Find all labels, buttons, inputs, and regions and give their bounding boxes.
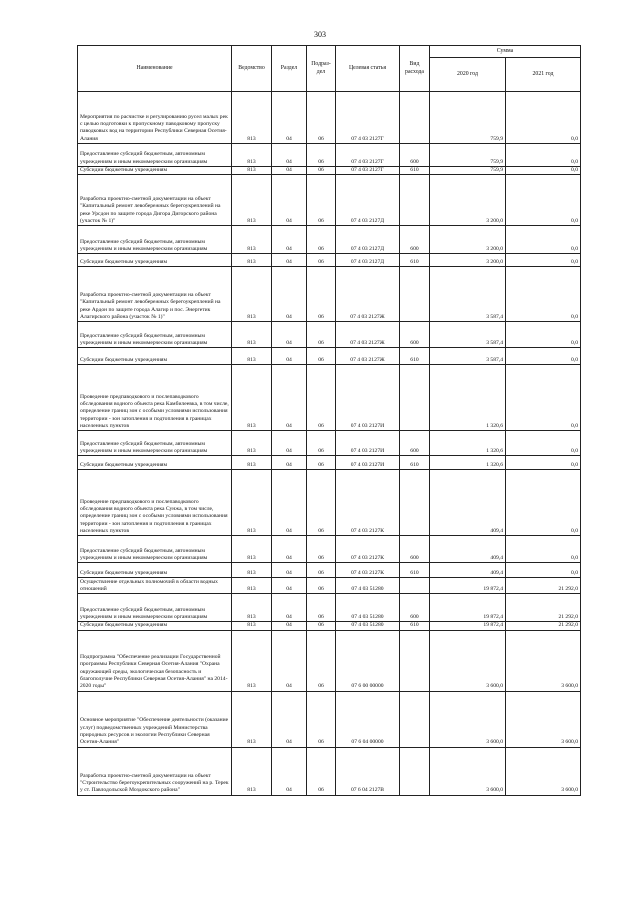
cell-expense-type <box>400 175 430 226</box>
table-row <box>78 175 581 226</box>
cell-target-article: 07 4 03 51280 <box>336 578 400 594</box>
table-row <box>78 630 581 691</box>
cell-expense-type: 610 <box>400 563 430 578</box>
cell-department: 813 <box>232 254 272 267</box>
table-row <box>78 747 581 795</box>
cell-sum-2021: 0,0 <box>506 348 581 365</box>
cell-sum-2021: 0,0 <box>506 536 581 563</box>
cell-target-article: 07 4 03 2127Г <box>336 92 400 144</box>
cell-expense-type: 600 <box>400 431 430 456</box>
table-row <box>78 563 581 578</box>
header-name: Наименование <box>78 46 232 92</box>
page-number: 303 <box>314 30 326 39</box>
cell-name: Предоставление субсидий бюджетным, автономным учреждениям и иным некоммерческим организациям <box>78 322 232 348</box>
cell-subsection: 06 <box>307 348 336 365</box>
cell-subsection: 06 <box>307 144 336 167</box>
cell-section: 04 <box>272 456 307 470</box>
cell-subsection: 06 <box>307 456 336 470</box>
cell-name: Субсидии бюджетным учреждениям <box>78 348 232 365</box>
cell-expense-type: 600 <box>400 144 430 167</box>
cell-target-article: 07 4 03 2127И <box>336 365 400 431</box>
cell-sum-2020: 1 320,6 <box>430 456 506 470</box>
cell-subsection: 06 <box>307 594 336 622</box>
cell-sum-2020: 19 872,4 <box>430 594 506 622</box>
cell-department: 813 <box>232 322 272 348</box>
cell-subsection: 06 <box>307 622 336 630</box>
cell-subsection: 06 <box>307 267 336 322</box>
cell-section: 04 <box>272 144 307 167</box>
cell-department: 813 <box>232 630 272 691</box>
cell-expense-type <box>400 365 430 431</box>
cell-expense-type <box>400 92 430 144</box>
cell-sum-2020: 19 872,4 <box>430 578 506 594</box>
cell-target-article: 07 4 03 2127Д <box>336 175 400 226</box>
cell-target-article: 07 4 03 2127Д <box>336 226 400 254</box>
cell-target-article: 07 4 03 2127Ж <box>336 322 400 348</box>
cell-section: 04 <box>272 267 307 322</box>
cell-expense-type: 610 <box>400 622 430 630</box>
cell-name: Проведение предпаводкового и послепаводкового обследования водного объекта река Камбилеевка, в том числе, определение границ зон с особыми условиями использования территории - зон затопления и подтопления в границах населенных пунктов <box>78 365 232 431</box>
table-row <box>78 431 581 456</box>
cell-sum-2020: 3 600,0 <box>430 630 506 691</box>
cell-sum-2021: 0,0 <box>506 563 581 578</box>
cell-sum-2021: 0,0 <box>506 167 581 175</box>
table-row <box>78 254 581 267</box>
cell-name: Предоставление субсидий бюджетным, автономным учреждениям и иным некоммерческим организациям <box>78 226 232 254</box>
cell-name: Субсидии бюджетным учреждениям <box>78 563 232 578</box>
header-section: Раздел <box>272 46 307 92</box>
cell-department: 813 <box>232 747 272 795</box>
cell-section: 04 <box>272 691 307 747</box>
cell-expense-type: 600 <box>400 594 430 622</box>
table-row <box>78 456 581 470</box>
cell-sum-2021: 0,0 <box>506 92 581 144</box>
cell-target-article: 07 4 03 2127Ж <box>336 267 400 322</box>
cell-name: Субсидии бюджетным учреждениям <box>78 456 232 470</box>
table-row <box>78 92 581 144</box>
cell-sum-2020: 19 872,4 <box>430 622 506 630</box>
cell-section: 04 <box>272 747 307 795</box>
cell-expense-type <box>400 578 430 594</box>
cell-name: Предоставление субсидий бюджетным, автономным учреждениям и иным некоммерческим организациям <box>78 594 232 622</box>
cell-department: 813 <box>232 92 272 144</box>
cell-department: 813 <box>232 563 272 578</box>
cell-sum-2020: 3 200,0 <box>430 226 506 254</box>
cell-department: 813 <box>232 470 272 536</box>
cell-expense-type <box>400 691 430 747</box>
cell-department: 813 <box>232 536 272 563</box>
cell-sum-2021: 0,0 <box>506 267 581 322</box>
cell-target-article: 07 4 03 2127Ж <box>336 348 400 365</box>
cell-expense-type: 600 <box>400 536 430 563</box>
cell-department: 813 <box>232 578 272 594</box>
cell-section: 04 <box>272 470 307 536</box>
cell-department: 813 <box>232 144 272 167</box>
cell-sum-2020: 1 320,6 <box>430 365 506 431</box>
cell-sum-2020: 3 587,4 <box>430 348 506 365</box>
cell-expense-type <box>400 630 430 691</box>
cell-section: 04 <box>272 92 307 144</box>
table-row <box>78 578 581 594</box>
cell-subsection: 06 <box>307 630 336 691</box>
table-row <box>78 226 581 254</box>
cell-expense-type: 610 <box>400 456 430 470</box>
cell-sum-2020: 409,4 <box>430 470 506 536</box>
table-row <box>78 691 581 747</box>
header-subsection: Подраз- дел <box>307 46 336 92</box>
table-body <box>78 92 581 796</box>
cell-subsection: 06 <box>307 536 336 563</box>
cell-name: Предоставление субсидий бюджетным, автономным учреждениям и иным некоммерческим организациям <box>78 431 232 456</box>
table-row <box>78 470 581 536</box>
cell-target-article: 07 4 03 2127Д <box>336 254 400 267</box>
cell-expense-type: 610 <box>400 348 430 365</box>
cell-sum-2020: 409,4 <box>430 563 506 578</box>
cell-expense-type: 610 <box>400 167 430 175</box>
cell-section: 04 <box>272 254 307 267</box>
cell-section: 04 <box>272 226 307 254</box>
cell-sum-2020: 3 587,4 <box>430 322 506 348</box>
cell-subsection: 06 <box>307 691 336 747</box>
cell-department: 813 <box>232 456 272 470</box>
cell-subsection: 06 <box>307 578 336 594</box>
cell-name: Разработка проектно-сметной документации на объект "Капитальный ремонт левобережных берегоукреплений на реке Урсдон по защите города Дигора Дигорского района (участок № 1)" <box>78 175 232 226</box>
cell-target-article: 07 4 03 2127Г <box>336 144 400 167</box>
cell-subsection: 06 <box>307 175 336 226</box>
table-row <box>78 536 581 563</box>
cell-subsection: 06 <box>307 322 336 348</box>
cell-sum-2021: 0,0 <box>506 144 581 167</box>
header-year-2021: 2021 год <box>506 58 581 92</box>
cell-sum-2021: 0,0 <box>506 365 581 431</box>
cell-sum-2021: 21 292,0 <box>506 622 581 630</box>
cell-name: Подпрограмма "Обеспечение реализации Государственной программы Республики Северная Осетия-Алания "Охрана окружающей среды, экологическая безопасность и благополучие Республики Северная Осетия-Алания" на 2014-2020 годы" <box>78 630 232 691</box>
cell-expense-type: 600 <box>400 226 430 254</box>
cell-subsection: 06 <box>307 747 336 795</box>
cell-subsection: 06 <box>307 167 336 175</box>
cell-expense-type <box>400 267 430 322</box>
cell-subsection: 06 <box>307 563 336 578</box>
cell-name: Предоставление субсидий бюджетным, автономным учреждениям и иным некоммерческим организациям <box>78 144 232 167</box>
cell-target-article: 07 4 03 2127К <box>336 470 400 536</box>
header-expense-type: Вид расхода <box>400 46 430 92</box>
cell-section: 04 <box>272 348 307 365</box>
table-row <box>78 267 581 322</box>
cell-subsection: 06 <box>307 470 336 536</box>
table-row <box>78 167 581 175</box>
cell-target-article: 07 4 03 2127И <box>336 431 400 456</box>
cell-name: Субсидии бюджетным учреждениям <box>78 622 232 630</box>
cell-sum-2020: 1 320,6 <box>430 431 506 456</box>
cell-subsection: 06 <box>307 365 336 431</box>
cell-target-article: 07 4 03 2127Г <box>336 167 400 175</box>
cell-sum-2021: 3 600,0 <box>506 747 581 795</box>
cell-name: Субсидии бюджетным учреждениям <box>78 254 232 267</box>
cell-target-article: 07 6 00 00000 <box>336 630 400 691</box>
cell-subsection: 06 <box>307 92 336 144</box>
cell-sum-2020: 3 600,0 <box>430 691 506 747</box>
cell-subsection: 06 <box>307 431 336 456</box>
cell-sum-2020: 3 200,0 <box>430 254 506 267</box>
cell-sum-2020: 759,9 <box>430 167 506 175</box>
table-row <box>78 622 581 630</box>
cell-section: 04 <box>272 630 307 691</box>
cell-target-article: 07 4 03 2127К <box>336 536 400 563</box>
table-row <box>78 594 581 622</box>
cell-target-article: 07 6 04 2127В <box>336 747 400 795</box>
cell-section: 04 <box>272 563 307 578</box>
cell-expense-type <box>400 470 430 536</box>
cell-name: Предоставление субсидий бюджетным, автономным учреждениям и иным некоммерческим организациям <box>78 536 232 563</box>
cell-sum-2020: 3 600,0 <box>430 747 506 795</box>
cell-name: Осуществление отдельных полномочий в области водных отношений <box>78 578 232 594</box>
cell-department: 813 <box>232 622 272 630</box>
cell-department: 813 <box>232 167 272 175</box>
cell-name: Проведение предпаводкового и послепаводкового обследования водного объекта река Сунжа, в том числе, определение границ зон с особыми условиями использования территории - зон затопления и подтопления в границах населенных пунктов <box>78 470 232 536</box>
cell-sum-2021: 21 292,0 <box>506 578 581 594</box>
cell-sum-2020: 3 587,4 <box>430 267 506 322</box>
cell-expense-type <box>400 747 430 795</box>
cell-name: Мероприятия по расчистке и регулированию русел малых рек с целью подготовки к пропускному паводковому пропуску паводковых вод на территории Республики Северная Осетия-Алания <box>78 92 232 144</box>
cell-section: 04 <box>272 578 307 594</box>
cell-department: 813 <box>232 594 272 622</box>
cell-section: 04 <box>272 167 307 175</box>
cell-department: 813 <box>232 175 272 226</box>
cell-expense-type: 600 <box>400 322 430 348</box>
table-row <box>78 365 581 431</box>
cell-department: 813 <box>232 226 272 254</box>
cell-name: Разработка проектно-сметной документации на объект "Строительство берегоукрепительных сооружений на р. Терек у ст. Павлодольской Моздокского района" <box>78 747 232 795</box>
cell-target-article: 07 4 03 2127К <box>336 563 400 578</box>
cell-sum-2020: 759,9 <box>430 144 506 167</box>
cell-sum-2021: 0,0 <box>506 175 581 226</box>
cell-section: 04 <box>272 365 307 431</box>
cell-department: 813 <box>232 691 272 747</box>
cell-sum-2020: 759,9 <box>430 92 506 144</box>
table-row <box>78 144 581 167</box>
cell-sum-2021: 0,0 <box>506 226 581 254</box>
cell-section: 04 <box>272 431 307 456</box>
table-row <box>78 322 581 348</box>
header-target-article: Целевая статья <box>336 46 400 92</box>
cell-subsection: 06 <box>307 254 336 267</box>
cell-subsection: 06 <box>307 226 336 254</box>
cell-sum-2021: 0,0 <box>506 322 581 348</box>
cell-section: 04 <box>272 175 307 226</box>
cell-department: 813 <box>232 348 272 365</box>
cell-sum-2021: 0,0 <box>506 470 581 536</box>
cell-sum-2021: 0,0 <box>506 254 581 267</box>
cell-sum-2021: 3 600,0 <box>506 630 581 691</box>
header-department: Ведомство <box>232 46 272 92</box>
cell-sum-2021: 0,0 <box>506 431 581 456</box>
cell-sum-2021: 0,0 <box>506 456 581 470</box>
cell-section: 04 <box>272 594 307 622</box>
cell-section: 04 <box>272 622 307 630</box>
cell-department: 813 <box>232 267 272 322</box>
cell-department: 813 <box>232 431 272 456</box>
cell-department: 813 <box>232 365 272 431</box>
budget-table <box>77 45 581 796</box>
cell-name: Субсидии бюджетным учреждениям <box>78 167 232 175</box>
header-sum: Сумма <box>430 46 581 58</box>
cell-name: Разработка проектно-сметной документации на объект "Капитальный ремонт левобережных берегоукреплений на реке Ардон по защите города Алагир и пос. Энергетик Алагирского района (участок № 1)" <box>78 267 232 322</box>
cell-section: 04 <box>272 322 307 348</box>
cell-section: 04 <box>272 536 307 563</box>
cell-target-article: 07 6 04 00000 <box>336 691 400 747</box>
cell-sum-2021: 3 600,0 <box>506 691 581 747</box>
cell-sum-2020: 3 200,0 <box>430 175 506 226</box>
cell-sum-2021: 21 292,0 <box>506 594 581 622</box>
cell-sum-2020: 409,4 <box>430 536 506 563</box>
cell-expense-type: 610 <box>400 254 430 267</box>
cell-target-article: 07 4 03 2127И <box>336 456 400 470</box>
cell-target-article: 07 4 03 51280 <box>336 594 400 622</box>
cell-name: Основное мероприятие "Обеспечение деятельности (оказание услуг) подведомственных учреждений Министерства природных ресурсов и экологии Республики Северная Осетия-Алания" <box>78 691 232 747</box>
header-year-2020: 2020 год <box>430 58 506 92</box>
table-row <box>78 348 581 365</box>
cell-target-article: 07 4 03 51280 <box>336 622 400 630</box>
